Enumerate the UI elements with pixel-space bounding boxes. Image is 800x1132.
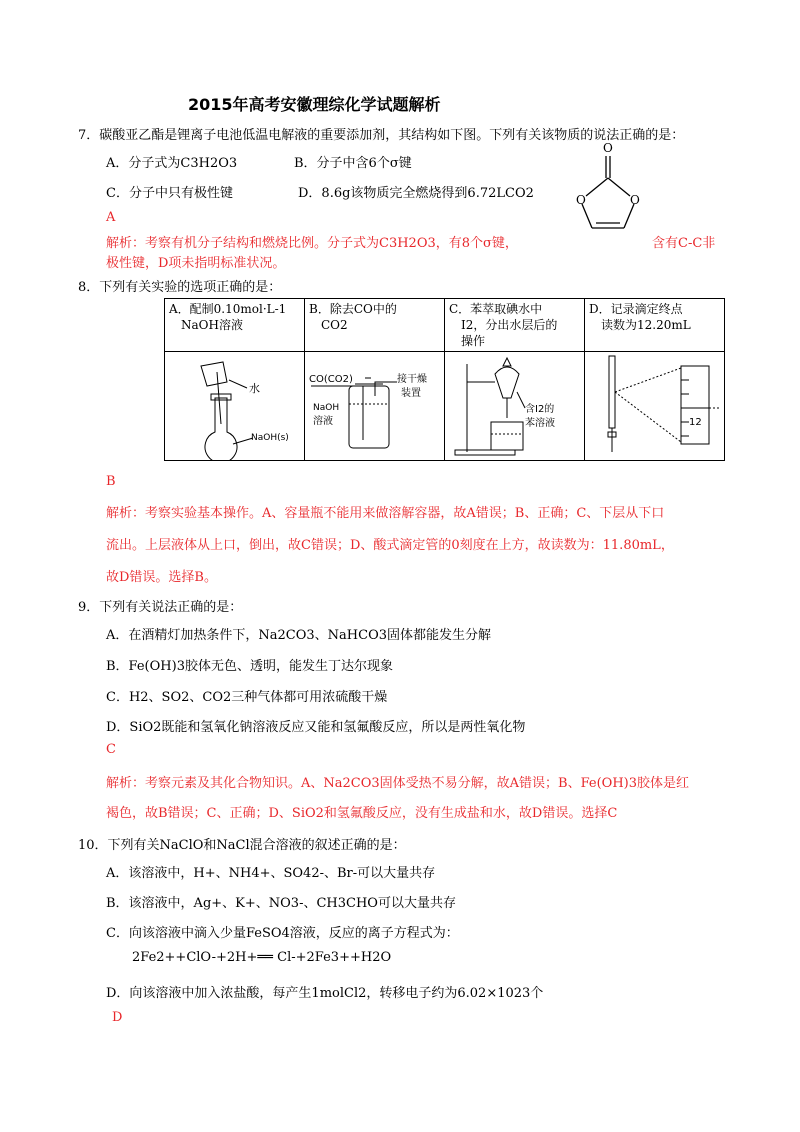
label-burette-12: 12 xyxy=(689,417,702,428)
q9-option-b: B．Fe(OH)3胶体无色、透明，能发生丁达尔现象 xyxy=(106,659,393,674)
label-naoh-solution-2: 溶液 xyxy=(313,416,333,427)
page-title: 2015年高考安徽理综化学试题解析 xyxy=(188,95,441,114)
q7-option-d: D．8.6g该物质完全燃烧得到6.72LCO2 xyxy=(298,186,534,201)
q8-figure-c xyxy=(445,352,585,461)
label-water: 水 xyxy=(249,382,260,395)
q10-equation: 2Fe2++ClO-+2H+══ Cl-+2Fe3++H2O xyxy=(132,950,392,965)
label-naoh-solid: NaOH(s) xyxy=(251,433,289,443)
q9-answer: C xyxy=(106,742,116,757)
q9-analysis-line1: 解析：考察元素及其化合物知识。A、Na2CO3固体受热不易分解，故A错误；B、Fe(OH)3胶体是红 xyxy=(106,776,690,791)
label-iodine-benzene-1: 含I2的 xyxy=(525,404,555,415)
q8-analysis-line2: 流出。上层液体从上口，倒出，故C错误；D、酸式滴定管的0刻度在上方，故读数为：11.80mL， xyxy=(106,538,674,553)
q10-option-b: B．该溶液中，Ag+、K+、NO3-、CH3CHO可以大量共存 xyxy=(106,896,456,911)
q9-stem: 9．下列有关说法正确的是： xyxy=(78,600,243,615)
q8-figure-b xyxy=(305,352,445,461)
label-to-dryer-1: 接干燥 xyxy=(397,374,427,385)
q9-option-c: C．H2、SO2、CO2三种气体都可用浓硫酸干燥 xyxy=(106,690,388,705)
q7-option-a: A．分子式为C3H2O3 xyxy=(106,156,238,171)
q7-stem: 7．碳酸亚乙酯是锂离子电池低温电解液的重要添加剂，其结构如下图。下列有关该物质的说法正确的是： xyxy=(78,128,685,143)
q10-option-d: D．向该溶液中加入浓盐酸，每产生1molCl2，转移电子约为6.02×1023个 xyxy=(106,986,544,1001)
label-to-dryer-2: 装置 xyxy=(401,388,421,399)
q7-analysis-line1-end: 含有C-C非 xyxy=(652,236,716,251)
q9-analysis-line2: 褐色，故B错误；C、正确；D、SiO2和氢氟酸反应，没有生成盐和水，故D错误。选择C xyxy=(106,806,618,821)
q10-option-a: A．该溶液中，H+、NH4+、SO42-、Br-可以大量共存 xyxy=(106,866,436,881)
q8-analysis-line1: 解析：考察实验基本操作。A、容量瓶不能用来做溶解容器，故A错误；B、正确；C、下层从下口 xyxy=(106,506,665,521)
q8-header-c: C．苯萃取碘水中 I2，分出水层后的 操作 xyxy=(445,299,585,352)
q7-analysis-line1: 解析：考察有机分子结构和燃烧比例。分子式为C3H2O3，有8个σ键， xyxy=(106,236,518,251)
ethylene-carbonate-structure xyxy=(566,136,650,240)
q8-figure-d xyxy=(585,352,725,461)
q10-option-c: C．向该溶液中滴入少量FeSO4溶液，反应的离子方程式为： xyxy=(106,926,459,941)
q8-stem: 8．下列有关实验的选项正确的是： xyxy=(78,280,282,295)
q8-header-a: A．配制0.10mol·L-1 NaOH溶液 xyxy=(165,299,305,352)
q8-header-d: D．记录滴定终点 读数为12.20mL xyxy=(585,299,725,352)
q9-option-a: A．在酒精灯加热条件下，Na2CO3、NaHCO3固体都能发生分解 xyxy=(106,628,491,643)
q10-stem: 10．下列有关NaClO和NaCl混合溶液的叙述正确的是： xyxy=(78,838,406,853)
q8-analysis-line3: 故D错误。选择B。 xyxy=(106,570,217,585)
svg-text:O: O xyxy=(576,193,586,207)
label-gas-in: CO(CO2) xyxy=(309,374,353,385)
label-naoh-solution-1: NaOH xyxy=(313,403,340,413)
q8-answer: B xyxy=(106,474,116,489)
q9-option-d: D．SiO2既能和氢氧化钠溶液反应又能和氢氟酸反应，所以是两性氧化物 xyxy=(106,720,526,735)
svg-text:O: O xyxy=(603,141,613,155)
q7-option-b: B．分子中含6个σ键 xyxy=(294,156,412,171)
svg-text:O: O xyxy=(630,193,640,207)
q8-header-b: B．除去CO中的 CO2 xyxy=(305,299,445,352)
q7-analysis-line2: 极性键，D项未指明标准状况。 xyxy=(106,256,286,271)
q8-experiment-table xyxy=(164,298,725,461)
q8-figure-a xyxy=(165,352,305,461)
q10-answer: D xyxy=(112,1010,123,1025)
q7-answer: A xyxy=(106,210,116,225)
label-iodine-benzene-2: 苯溶液 xyxy=(525,418,555,429)
q7-option-c: C．分子中只有极性键 xyxy=(106,186,233,201)
